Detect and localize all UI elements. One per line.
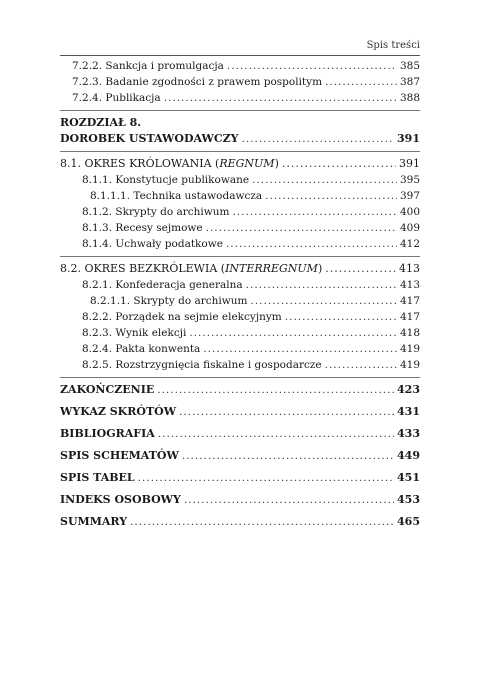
toc-label: 8.2.2. Porządek na sejmie elekcyjnym <box>82 311 282 323</box>
toc-page: 409 <box>399 222 420 234</box>
toc-page: 385 <box>399 60 420 72</box>
leader-dots <box>251 293 397 309</box>
toc-entry-8-1-4[interactable] <box>60 236 420 252</box>
leader-dots <box>282 156 396 172</box>
toc-entry-8-1-2[interactable] <box>60 204 420 220</box>
toc-entry-spis-schematow[interactable] <box>60 448 420 464</box>
toc-page: 413 <box>399 262 420 275</box>
header-rule <box>60 55 420 56</box>
toc-page: 433 <box>397 427 420 440</box>
toc-label: 8.2.3. Wynik elekcji <box>82 327 187 339</box>
leader-dots <box>138 470 394 486</box>
toc-page: 465 <box>397 515 420 528</box>
toc-label: BIBLIOGRAFIA <box>60 427 155 440</box>
toc-entry-zakonczenie[interactable] <box>60 382 420 398</box>
toc-page: 397 <box>399 190 420 202</box>
toc-label: 7.2.2. Sankcja i promulgacja <box>72 60 224 72</box>
leader-dots <box>325 74 397 90</box>
toc-entry-8-2-2[interactable] <box>60 309 420 325</box>
toc-label: SPIS TABEL <box>60 471 135 484</box>
running-header: Spis treści <box>366 40 420 51</box>
toc-entry-7-2-4[interactable] <box>60 90 420 106</box>
toc-entry-indeks-osobowy[interactable] <box>60 492 420 508</box>
toc-label: 8.2.4. Pakta konwenta <box>82 343 201 355</box>
leader-dots <box>227 58 397 74</box>
toc-entry-8-2-5[interactable] <box>60 357 420 373</box>
toc-entry-7-2-3[interactable] <box>60 74 420 90</box>
toc-label: DOROBEK USTAWODAWCZY <box>60 132 239 145</box>
toc-entry-8-2[interactable] <box>60 261 420 277</box>
leader-dots <box>265 188 397 204</box>
toc-label: 8.1.3. Recesy sejmowe <box>82 222 203 234</box>
toc-label: INDEKS OSOBOWY <box>60 493 181 506</box>
leader-dots <box>182 448 394 464</box>
leader-dots <box>206 220 397 236</box>
toc-label: 7.2.4. Publikacja <box>72 92 161 104</box>
toc-label: SPIS SCHEMATÓW <box>60 449 179 462</box>
toc-entry-8-2-1-1[interactable] <box>60 293 420 309</box>
toc-page: 449 <box>397 449 420 462</box>
leader-dots <box>130 514 394 530</box>
toc-label: 8.2.1.1. Skrypty do archiwum <box>90 295 248 307</box>
section-rule <box>60 151 420 152</box>
toc-entry-8-1-3[interactable] <box>60 220 420 236</box>
toc-page: 419 <box>399 359 420 371</box>
toc-entry-bibliografia[interactable] <box>60 426 420 442</box>
toc-label: ZAKOŃCZENIE <box>60 383 155 396</box>
leader-dots <box>164 90 397 106</box>
chapter-number: ROZDZIAŁ 8. <box>60 116 142 129</box>
toc-page: 417 <box>399 311 420 323</box>
toc-entry-wykaz-skrotow[interactable] <box>60 404 420 420</box>
toc-entry-7-2-2[interactable] <box>60 58 420 74</box>
toc-page: 417 <box>399 295 420 307</box>
toc-entry-8-2-1[interactable] <box>60 277 420 293</box>
toc-page: 388 <box>399 92 420 104</box>
toc-label: 8.1.1.1. Technika ustawodawcza <box>90 190 263 202</box>
leader-dots <box>158 426 394 442</box>
toc-page: 451 <box>397 471 420 484</box>
leader-dots <box>232 204 396 220</box>
toc-entry-spis-tabel[interactable] <box>60 470 420 486</box>
toc-page: 387 <box>399 76 420 88</box>
toc-label: 8.2. OKRES BEZKRÓLEWIA (INTERREGNUM) <box>60 262 323 275</box>
toc-entry-8-1-1-1[interactable] <box>60 188 420 204</box>
leader-dots <box>285 309 397 325</box>
leader-dots <box>157 382 394 398</box>
leader-dots <box>203 341 397 357</box>
toc-page: 391 <box>397 132 420 145</box>
toc-entry-8-1[interactable] <box>60 156 420 172</box>
toc-entry-chapter-8[interactable] <box>60 131 420 147</box>
leader-dots <box>189 325 397 341</box>
toc-page: 423 <box>397 383 420 396</box>
toc-entry-8-2-4[interactable] <box>60 341 420 357</box>
leader-dots <box>241 131 394 147</box>
toc-label: SUMMARY <box>60 515 128 528</box>
section-rule <box>60 110 420 111</box>
toc-label: 8.2.5. Rozstrzygnięcia fiskalne i gospodarcze <box>82 359 322 371</box>
toc-label: 7.2.3. Badanie zgodności z prawem pospolitym <box>72 76 323 88</box>
toc-label: 8.2.1. Konfederacja generalna <box>82 279 243 291</box>
toc-page: 431 <box>397 405 420 418</box>
toc-page: 453 <box>397 493 420 506</box>
leader-dots <box>252 172 397 188</box>
toc-label: 8.1. OKRES KRÓLOWANIA (REGNUM) <box>60 157 279 170</box>
toc-label: 8.1.1. Konstytucje publikowane <box>82 174 250 186</box>
leader-dots <box>325 357 397 373</box>
leader-dots <box>246 277 397 293</box>
leader-dots <box>226 236 397 252</box>
toc-entry-8-1-1[interactable] <box>60 172 420 188</box>
toc-page: 413 <box>399 279 420 291</box>
leader-dots <box>325 261 396 277</box>
toc-page: 419 <box>399 343 420 355</box>
toc-entry-summary[interactable] <box>60 514 420 530</box>
toc-label: 8.1.4. Uchwały podatkowe <box>82 238 223 250</box>
toc-label: WYKAZ SKRÓTÓW <box>60 405 177 418</box>
section-rule <box>60 256 420 257</box>
table-of-contents <box>60 58 420 530</box>
toc-page: 412 <box>399 238 420 250</box>
section-rule <box>60 377 420 378</box>
toc-page: 400 <box>399 206 420 218</box>
toc-page: 391 <box>399 157 420 170</box>
toc-page: 418 <box>399 327 420 339</box>
toc-label: 8.1.2. Skrypty do archiwum <box>82 206 230 218</box>
leader-dots <box>184 492 394 508</box>
toc-entry-8-2-3[interactable] <box>60 325 420 341</box>
leader-dots <box>179 404 394 420</box>
toc-page: 395 <box>399 174 420 186</box>
